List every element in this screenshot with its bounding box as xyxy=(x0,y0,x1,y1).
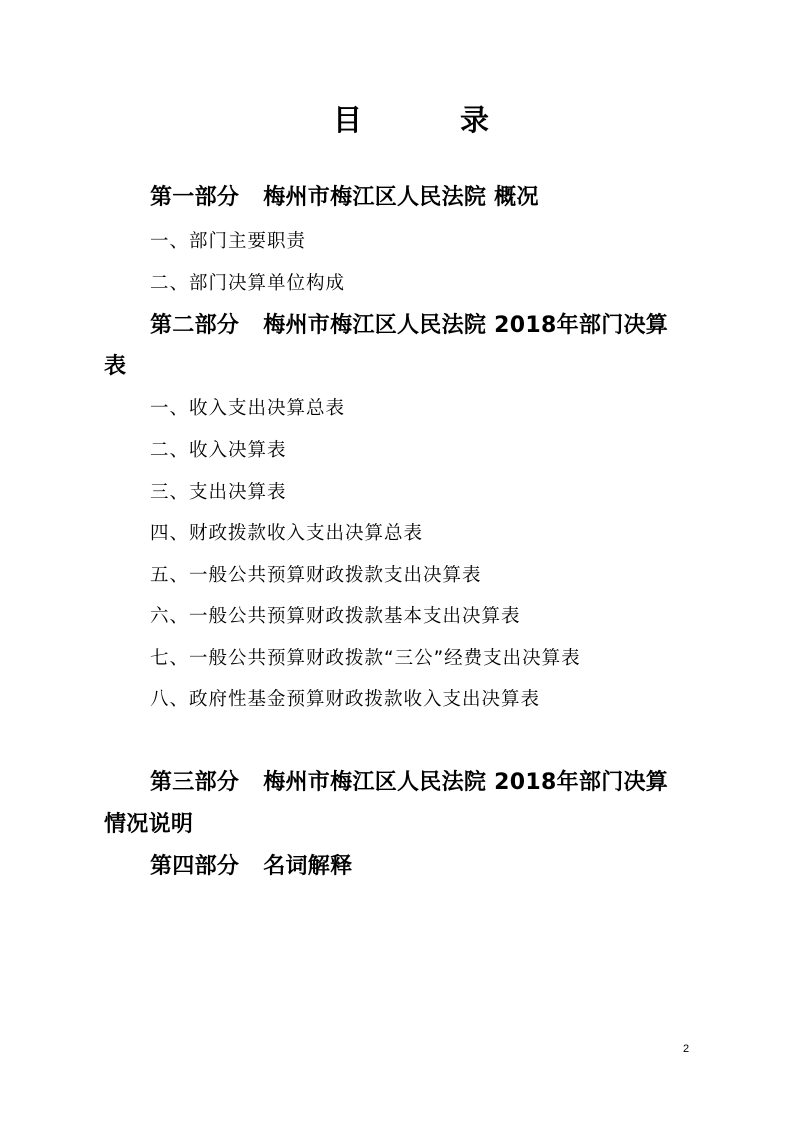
part2-label: 第二部分 xyxy=(150,313,240,338)
part2-item-8[interactable]: 八、政府性基金预算财政拨款收入支出决算表 xyxy=(150,689,541,710)
part3-title-line1: 梅州市梅江区人民法院 2018年部门决算 xyxy=(263,770,669,795)
part2-item-2[interactable]: 二、收入决算表 xyxy=(150,440,287,461)
part1-label: 第一部分 xyxy=(150,185,240,210)
document-title xyxy=(0,98,793,142)
page-number: 2 xyxy=(683,1043,690,1055)
part2-item-7[interactable]: 七、一般公共预算财政拨款“三公”经费支出决算表 xyxy=(150,648,581,669)
part1-heading[interactable] xyxy=(150,183,539,213)
part4-label: 第四部分 xyxy=(150,854,240,879)
part3-title-line2[interactable]: 情况说明 xyxy=(104,812,194,837)
part4-heading[interactable] xyxy=(150,852,352,882)
part2-item-6[interactable]: 六、一般公共预算财政拨款基本支出决算表 xyxy=(150,606,521,627)
part2-heading[interactable] xyxy=(150,311,668,341)
part1-title: 梅州市梅江区人民法院 概况 xyxy=(263,185,539,210)
part2-item-5[interactable]: 五、一般公共预算财政拨款支出决算表 xyxy=(150,565,482,586)
part1-item-1[interactable]: 一、部门主要职责 xyxy=(150,231,307,252)
part2-item-3[interactable]: 三、支出决算表 xyxy=(150,482,287,503)
part3-label: 第三部分 xyxy=(150,770,240,795)
part2-item-4[interactable]: 四、财政拨款收入支出决算总表 xyxy=(150,523,424,544)
title-char-2: 录 xyxy=(460,103,490,137)
part1-item-2[interactable]: 二、部门决算单位构成 xyxy=(150,273,346,294)
part2-title-line2[interactable]: 表 xyxy=(104,354,127,379)
part2-title-line1: 梅州市梅江区人民法院 2018年部门决算 xyxy=(263,313,669,338)
part3-heading[interactable] xyxy=(150,768,668,798)
part4-title: 名词解释 xyxy=(263,854,353,879)
title-char-1: 目 xyxy=(333,103,363,137)
part2-item-1[interactable]: 一、收入支出决算总表 xyxy=(150,398,346,419)
